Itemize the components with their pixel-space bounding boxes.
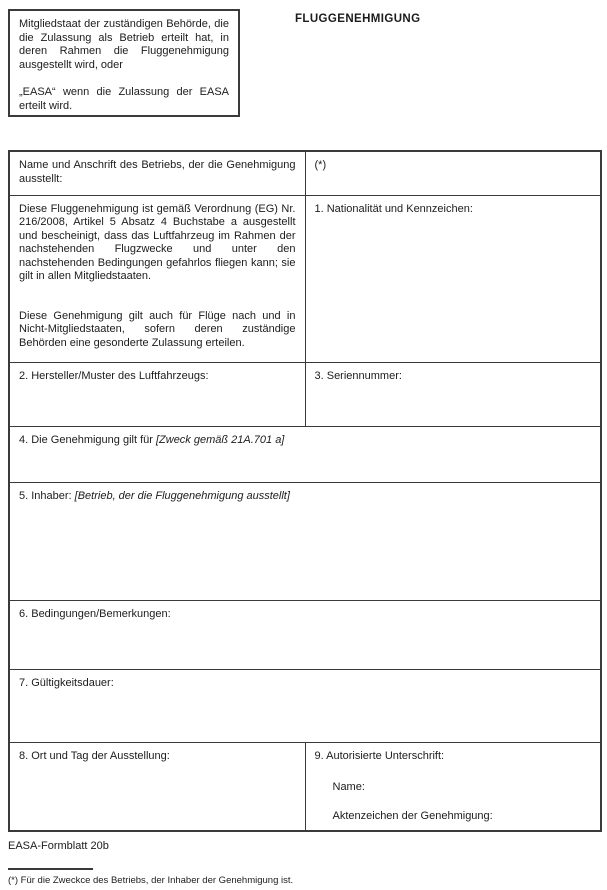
- row-manufacturer-serial: [9, 362, 601, 426]
- cell-field-manufacturer-type: [9, 362, 305, 426]
- cell-field-place-date: [9, 742, 305, 831]
- row-validity: [9, 669, 601, 742]
- row-conditions: [9, 600, 601, 669]
- permit-statement-paragraph-1: Diese Fluggenehmigung ist gemäß Verordnung (EG) Nr. 216/2008, Artikel 5 Absatz 4 Buchstabe a ausgestellt und bescheinigt, dass das Luftfahrzeug im Rahmen der nachstehenden Flugzwecke und unter den nachstehenden Bedingungen gefahrlos fliegen kann; sie gilt in allen Mitgliedstaaten.: [19, 202, 296, 282]
- authority-info-box: [8, 9, 240, 117]
- row-issuer: [9, 151, 601, 195]
- row-issue-signature: [9, 742, 601, 831]
- field-holder-label: 5. Inhaber:: [19, 489, 75, 502]
- issuer-name-address-label: Name und Anschrift des Betriebs, der die Genehmigung ausstellt:: [19, 159, 296, 185]
- field-conditions-label: 6. Bedingungen/Bemerkungen:: [19, 607, 171, 620]
- page-title: FLUGGENEHMIGUNG: [295, 13, 421, 25]
- cell-field-permit-purpose: [9, 426, 601, 482]
- field-serial-number-label: 3. Seriennummer:: [314, 369, 402, 382]
- cell-field-holder: [9, 482, 601, 600]
- form-identifier: EASA-Formblatt 20b: [8, 840, 109, 852]
- field-place-date-label: 8. Ort und Tag der Ausstellung:: [19, 749, 170, 762]
- cell-permit-statement: [9, 195, 305, 362]
- cell-field-serial-number: [305, 362, 601, 426]
- cell-field-nationality-marks: [305, 195, 601, 362]
- field-signature-name-label: Name:: [332, 781, 365, 793]
- cell-field-conditions: [9, 600, 601, 669]
- cell-field-validity: [9, 669, 601, 742]
- permit-form-table: [8, 150, 602, 832]
- permit-statement-paragraph-2: Diese Genehmigung gilt auch für Flüge nach und in Nicht-Mitgliedstaaten, sofern deren zuständige Behörden eine gesonderte Zulassung erteilen.: [19, 309, 296, 349]
- footnote-divider: [8, 868, 93, 870]
- field-manufacturer-type-label: 2. Hersteller/Muster des Luftfahrzeugs:: [19, 369, 209, 382]
- field-holder-placeholder: [Betrieb, der die Fluggenehmigung ausstellt]: [74, 489, 290, 502]
- row-permit-purpose: [9, 426, 601, 482]
- footnote-marker: (*): [314, 159, 327, 171]
- cell-field-authorised-signature: [305, 742, 601, 831]
- field-permit-reference-label: Aktenzeichen der Genehmigung:: [332, 809, 493, 822]
- field-nationality-marks-label: 1. Nationalität und Kennzeichen:: [314, 202, 473, 215]
- row-statement-nationality: [9, 195, 601, 362]
- authority-info-paragraph-2: „EASA“ wenn die Zulassung der EASA erteilt wird.: [19, 86, 229, 112]
- row-holder: [9, 482, 601, 600]
- cell-footnote-marker: [305, 151, 601, 195]
- cell-issuer-name-address: [9, 151, 305, 195]
- authority-info-paragraph-1: Mitgliedstaat der zuständigen Behörde, die die Zulassung als Betrieb erteilt hat, in deren Rahmen die Fluggenehmigung ausgestellt wird, oder: [19, 18, 229, 71]
- footnote-text: (*) Für die Zweckce des Betriebs, der Inhaber der Genehmigung ist.: [8, 875, 294, 886]
- field-permit-purpose-label: 4. Die Genehmigung gilt für: [19, 433, 156, 446]
- field-validity-label: 7. Gültigkeitsdauer:: [19, 676, 114, 689]
- field-permit-purpose-placeholder: [Zweck gemäß 21A.701 a]: [155, 433, 285, 446]
- field-authorised-signature-label: 9. Autorisierte Unterschrift:: [314, 749, 445, 762]
